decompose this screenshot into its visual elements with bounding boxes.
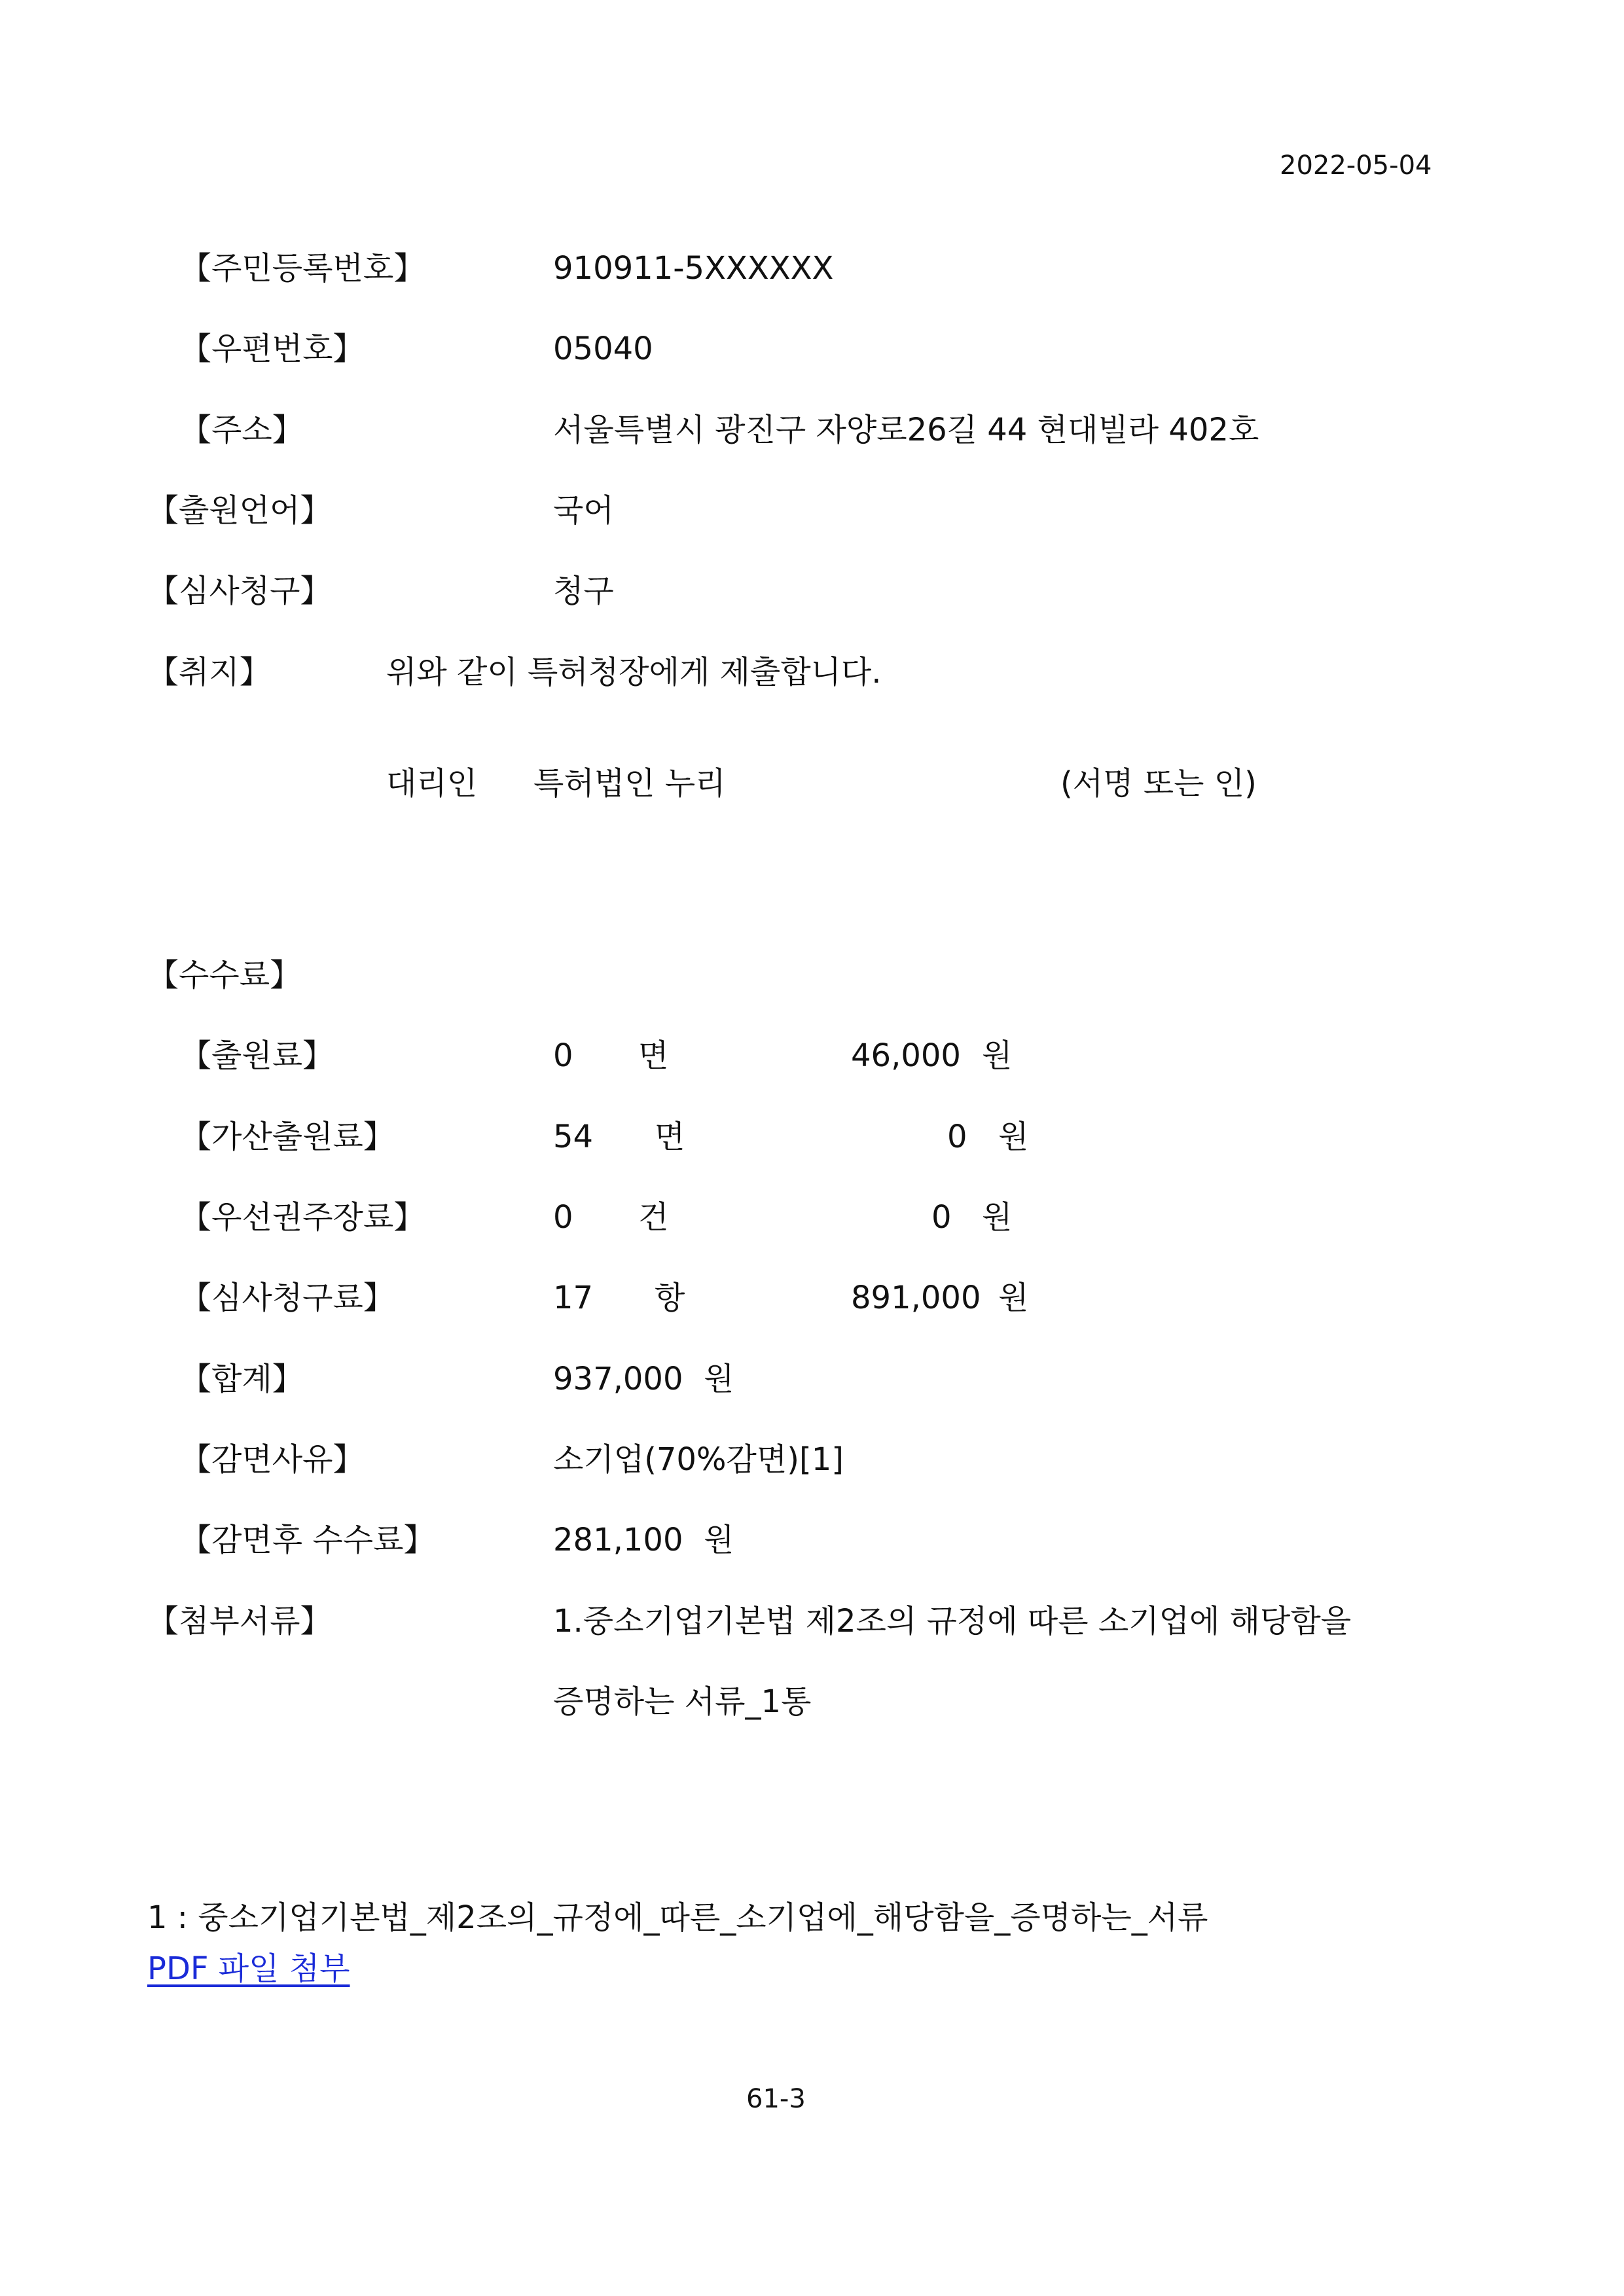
agent-label: 대리인 <box>386 765 478 802</box>
fee-unit: 항 <box>655 1280 685 1316</box>
fee-unit: 면 <box>638 1037 669 1074</box>
fee-label: 【출원료】 <box>180 1037 334 1074</box>
reduced-fee-amount: 281,100 <box>553 1522 683 1558</box>
fee-label: 【우선권주장료】 <box>180 1199 425 1236</box>
fee-quantity: 54 <box>553 1119 594 1155</box>
reduced-fee-label: 【감면후 수수료】 <box>180 1522 435 1558</box>
fee-quantity: 0 <box>553 1199 573 1236</box>
total-currency: 원 <box>704 1361 734 1397</box>
fee-quantity: 0 <box>553 1037 573 1074</box>
attachment-item-line1: 1.중소기업기본법 제2조의 규정에 따른 소기업에 해당함을 <box>553 1603 1352 1640</box>
purpose-text: 위와 같이 특허청장에게 제출합니다. <box>386 654 882 691</box>
fee-currency: 원 <box>982 1199 1013 1236</box>
reduced-fee-currency: 원 <box>704 1522 734 1558</box>
fee-unit: 면 <box>655 1119 685 1155</box>
document-date: 2022-05-04 <box>1280 151 1432 181</box>
fees-section-label: 【수수료】 <box>147 957 302 994</box>
fee-currency: 원 <box>998 1119 1029 1155</box>
reduction-reason-label: 【감면사유】 <box>180 1441 365 1478</box>
address-label: 【주소】 <box>180 412 304 448</box>
filing-language-label: 【출원언어】 <box>147 492 332 529</box>
purpose-label: 【취지】 <box>147 654 271 691</box>
signature-placeholder: (서명 또는 인) <box>1060 765 1257 802</box>
fee-amount: 0 <box>947 1119 967 1155</box>
pdf-attachment-link[interactable]: PDF 파일 첨부 <box>147 1950 350 1987</box>
exam-request-value: 청구 <box>553 573 614 609</box>
fee-unit: 건 <box>638 1199 669 1236</box>
postal-code-value: 05040 <box>553 331 653 367</box>
footnote-text: 1 : 중소기업기본법_제2조의_규정에_따른_소기업에_해당함을_증명하는_서류 <box>147 1899 1208 1936</box>
page-number: 61-3 <box>746 2084 806 2114</box>
attachment-item-line2: 증명하는 서류_1통 <box>553 1683 812 1720</box>
address-value: 서울특별시 광진구 자양로26길 44 현대빌라 402호 <box>553 412 1259 448</box>
resident-number-value: 910911-5XXXXXX <box>553 250 834 287</box>
filing-language-value: 국어 <box>553 492 614 529</box>
attachments-label: 【첨부서류】 <box>147 1603 332 1640</box>
resident-number-label: 【주민등록번호】 <box>180 250 425 287</box>
fee-currency: 원 <box>982 1037 1013 1074</box>
fee-currency: 원 <box>998 1280 1029 1316</box>
fee-label: 【심사청구료】 <box>180 1280 395 1316</box>
fee-label: 【가산출원료】 <box>180 1119 395 1155</box>
total-amount: 937,000 <box>553 1361 683 1397</box>
fee-quantity: 17 <box>553 1280 594 1316</box>
fee-amount: 0 <box>931 1199 952 1236</box>
total-label: 【합계】 <box>180 1361 304 1397</box>
exam-request-label: 【심사청구】 <box>147 573 332 609</box>
fee-amount: 46,000 <box>851 1037 961 1074</box>
agent-name: 특허법인 누리 <box>533 765 726 802</box>
fee-amount: 891,000 <box>851 1280 981 1316</box>
reduction-reason-value: 소기업(70%감면)[1] <box>553 1441 844 1478</box>
postal-code-label: 【우편번호】 <box>180 331 365 367</box>
